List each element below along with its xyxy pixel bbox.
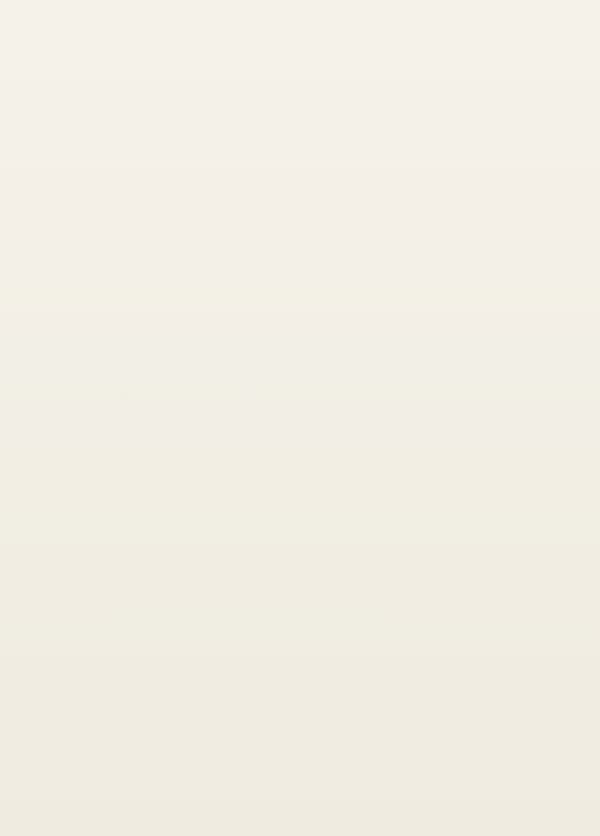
document-page — [0, 0, 600, 836]
